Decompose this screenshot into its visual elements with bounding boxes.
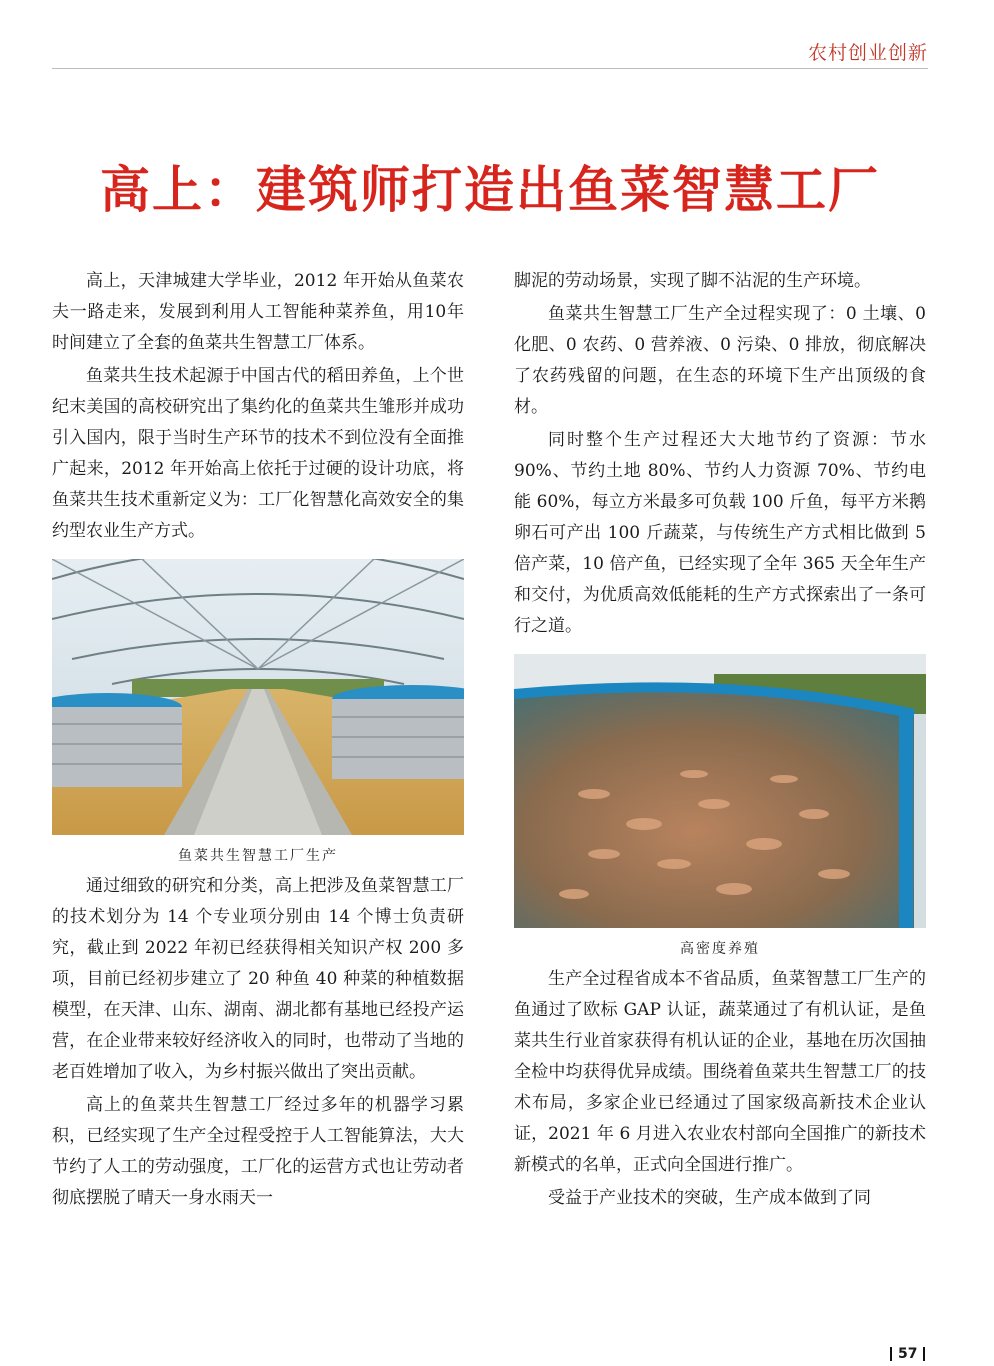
- right-paragraph-3: 同时整个生产过程还大大地节约了资源：节水 90%、节约土地 80%、节约人力资源 70%、节约电能 60%，每立方米最多可负载 100 斤鱼，每平方米鹅卵石可产出 100 斤蔬菜，与传统生产方式相比做到 5 倍产菜，10 倍产鱼，已经实现了全年 365 天全年生产和交付，为优质高效低能耗的生产方式探索出了一条可行之道。: [514, 430, 926, 636]
- page-number-bar-left: [890, 1347, 892, 1361]
- left-paragraph-1: 高上，天津城建大学毕业，2012 年开始从鱼菜农夫一路走来，发展到利用人工智能种菜养鱼，用10年时间建立了全套的鱼菜共生智慧工厂体系。: [52, 271, 464, 353]
- left-paragraph-4: 高上的鱼菜共生智慧工厂经过多年的机器学习累积，已经实现了生产全过程受控于人工智能算法，大大节约了人工的劳动强度，工厂化的运营方式也让劳动者彻底摆脱了晴天一身水雨天一: [52, 1095, 464, 1208]
- page-number-value: 57: [898, 1346, 918, 1362]
- left-paragraph-2: 鱼菜共生技术起源于中国古代的稻田养鱼，上个世纪末美国的高校研究出了集约化的鱼菜共生雏形并成功引入国内，限于当时生产环节的技术不到位没有全面推广起来，2012 年开始高上依托于过硬的设计功底，将鱼菜共生技术重新定义为：工厂化智慧化高效安全的集约型农业生产方式。: [52, 366, 464, 541]
- figure-caption: 高密度养殖: [680, 941, 760, 957]
- page-number-bar-right: [923, 1347, 925, 1361]
- right-column: [514, 266, 926, 1214]
- left-paragraph-3: 通过细致的研究和分类，高上把涉及鱼菜智慧工厂的技术划分为 14 个专业项分别由 14 个博士负责研究，截止到 2022 年初已经获得相关知识产权 200 多项，目前已经初步建立了 20 种鱼 40 种菜的种植数据模型，在天津、山东、湖南、湖北都有基地已经投产运营，在企业带来较好经济收入的同时，也带动了当地的老百姓增加了收入，为乡村振兴做出了突出贡献。: [52, 876, 464, 1082]
- right-paragraph-1: 脚泥的劳动场景，实现了脚不沾泥的生产环境。: [514, 271, 871, 291]
- article-title: 高上：建筑师打造出鱼菜智慧工厂: [100, 161, 880, 219]
- fish-tank-photo: [514, 654, 926, 928]
- right-paragraph-4: 生产全过程省成本不省品质，鱼菜智慧工厂生产的鱼通过了欧标 GAP 认证，蔬菜通过了有机认证，是鱼菜共生行业首家获得有机认证的企业，基地在历次国抽全检中均获得优异成绩。围绕着鱼菜共生智慧工厂的技术布局，多家企业已经通过了国家级高新技术企业认证，2021 年 6 月进入农业农村部向全国推广的新技术新模式的名单，正式向全国进行推广。: [514, 969, 926, 1175]
- left-column: [52, 266, 464, 1214]
- greenhouse-photo: [52, 559, 464, 835]
- right-paragraph-2: 鱼菜共生智慧工厂生产全过程实现了：0 土壤、0 化肥、0 农药、0 营养液、0 污染、0 排放，彻底解决了农药残留的问题，在生态的环境下生产出顶级的食材。: [514, 304, 926, 417]
- page-number: [884, 1346, 931, 1362]
- figure-greenhouse: [52, 559, 464, 865]
- section-label: 农村创业创新: [807, 42, 928, 64]
- figure-caption: 鱼菜共生智慧工厂生产: [178, 848, 338, 864]
- header-divider: [52, 68, 928, 69]
- figure-fish-tank: [514, 654, 926, 958]
- right-paragraph-5: 受益于产业技术的突破，生产成本做到了同: [548, 1188, 871, 1208]
